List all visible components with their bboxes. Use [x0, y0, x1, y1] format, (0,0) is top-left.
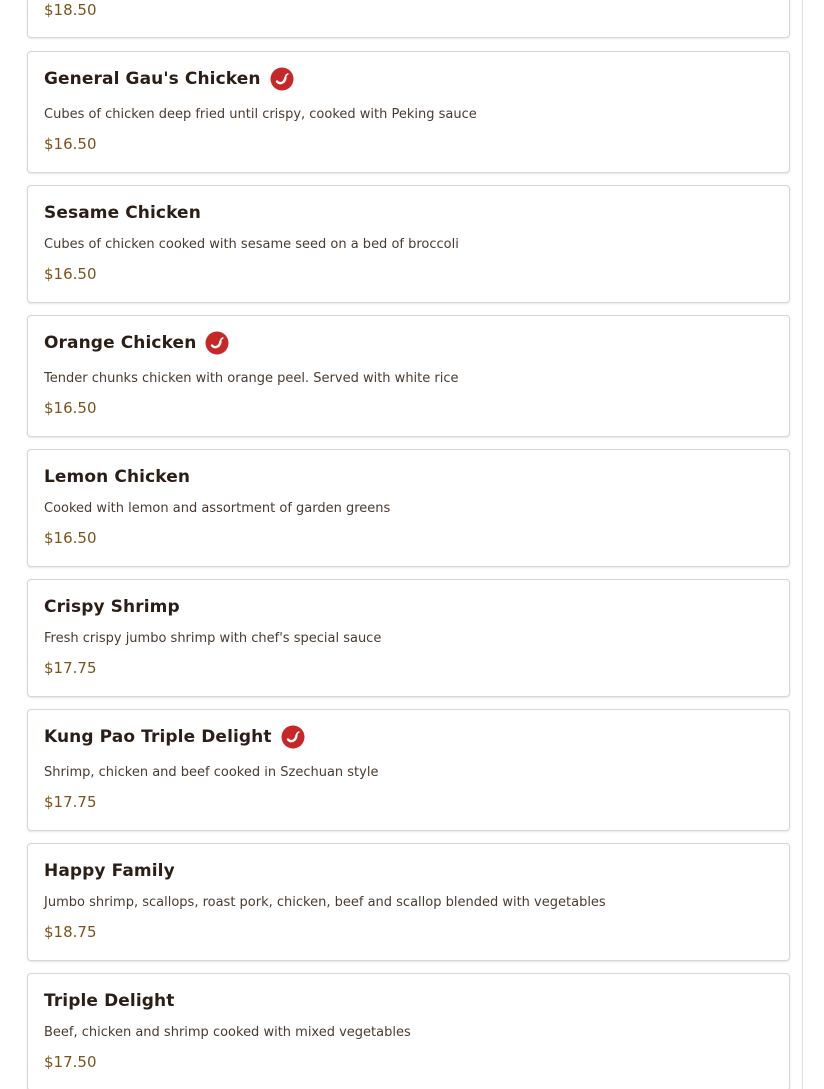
menu-item-card[interactable]: [27, 449, 790, 567]
menu-item-name: Orange Chicken: [44, 333, 197, 353]
chili-pepper-icon: [205, 331, 229, 355]
menu-item-header: [44, 722, 305, 752]
menu-item-name: Triple Delight: [44, 991, 175, 1011]
menu-item-card[interactable]: [27, 315, 790, 437]
menu-item-header: [44, 328, 229, 358]
menu-item-card[interactable]: [27, 0, 790, 38]
menu-item-header: [44, 462, 190, 492]
menu-item-name: General Gau's Chicken: [44, 69, 261, 89]
menu-item-price: $17.75: [44, 659, 97, 677]
menu-item-card[interactable]: [27, 973, 790, 1089]
menu-item-price: $16.50: [44, 529, 97, 547]
menu-item-name: Sesame Chicken: [44, 203, 201, 223]
menu-item-description: Beef, chicken and shrimp cooked with mixed vegetables: [44, 1025, 411, 1040]
menu-item-description: Cubes of chicken deep fried until crispy, cooked with Peking sauce: [44, 107, 477, 122]
menu-item-card[interactable]: [27, 185, 790, 303]
menu-item-price: $18.75: [44, 923, 97, 941]
menu-item-price: $16.50: [44, 135, 97, 153]
menu-item-description: Fresh crispy jumbo shrimp with chef's special sauce: [44, 631, 382, 646]
menu-item-description: Jumbo shrimp, scallops, roast pork, chicken, beef and scallop blended with vegetables: [44, 895, 606, 910]
page-divider: [802, 0, 803, 1089]
menu-item-price: $17.75: [44, 793, 97, 811]
chili-pepper-icon: [281, 725, 305, 749]
menu-item-price: $18.50: [44, 1, 97, 19]
menu-item-header: [44, 856, 175, 886]
menu-item-description: Tender chunks chicken with orange peel. Served with white rice: [44, 371, 459, 386]
menu-item-name: Happy Family: [44, 861, 175, 881]
menu-item-name: Lemon Chicken: [44, 467, 191, 487]
menu-item-price: $16.50: [44, 399, 97, 417]
menu-item-card[interactable]: [27, 709, 790, 831]
menu-item-header: [44, 198, 201, 228]
menu-item-card[interactable]: [27, 843, 790, 961]
menu-item-header: [44, 64, 294, 94]
menu-item-description: Shrimp, chicken and beef cooked in Szechuan style: [44, 765, 379, 780]
menu-item-name: Crispy Shrimp: [44, 597, 180, 617]
menu-item-price: $16.50: [44, 265, 97, 283]
menu-item-card[interactable]: [27, 51, 790, 173]
menu-item-header: [44, 592, 180, 622]
menu-item-description: Cooked with lemon and assortment of garden greens: [44, 501, 391, 516]
menu-item-price: $17.50: [44, 1053, 97, 1071]
menu-item-description: Cubes of chicken cooked with sesame seed on a bed of broccoli: [44, 237, 459, 252]
menu-item-header: [44, 986, 174, 1016]
menu-item-name: Kung Pao Triple Delight: [44, 727, 272, 747]
chili-pepper-icon: [270, 67, 294, 91]
menu-item-card[interactable]: [27, 579, 790, 697]
